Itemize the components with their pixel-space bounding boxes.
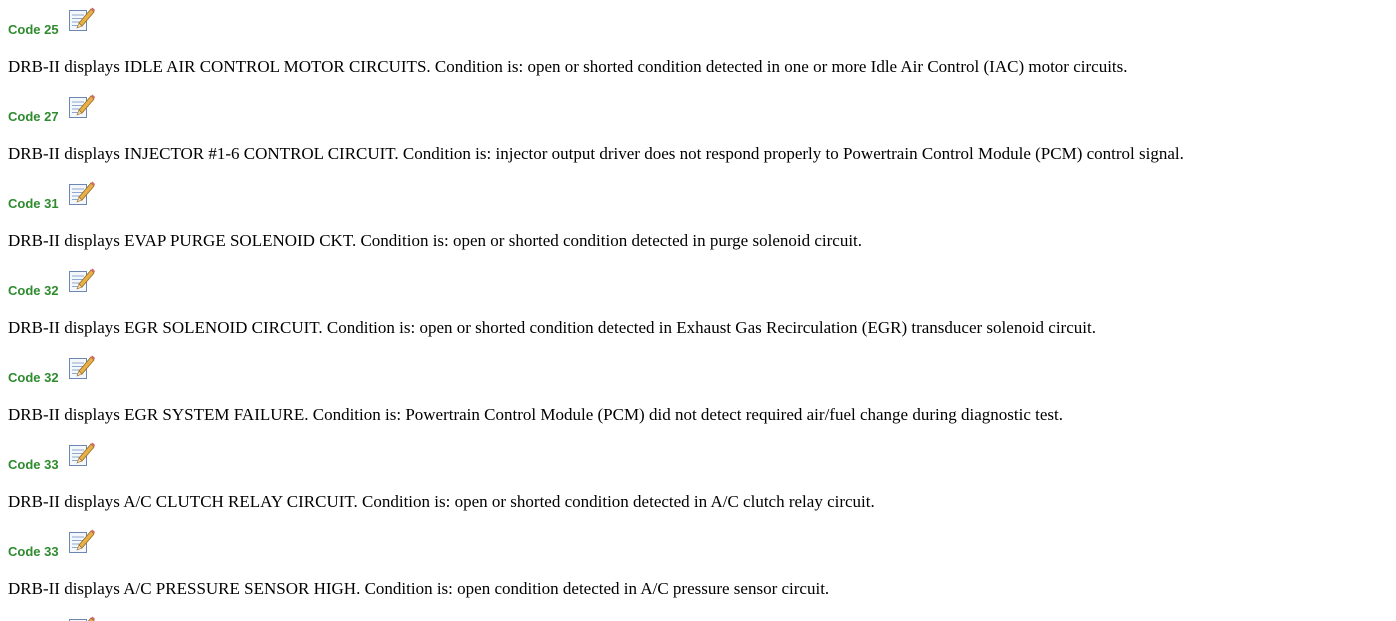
- code-entry: [8, 354, 1388, 441]
- code-entry: [8, 441, 1388, 528]
- code-label[interactable]: Code 33: [8, 457, 59, 472]
- code-label[interactable]: Code 32: [8, 370, 59, 385]
- edit-pencil-icon[interactable]: [67, 441, 95, 467]
- code-label[interactable]: Code 31: [8, 196, 59, 211]
- code-description: DRB-II displays INJECTOR #1-6 CONTROL CIRCUIT. Condition is: injector output driver does not respond properly to Powertrain Control Module (PCM) control signal.: [8, 144, 1184, 163]
- code-label[interactable]: Code 27: [8, 109, 59, 124]
- edit-pencil-icon[interactable]: [67, 354, 95, 380]
- code-entry: [8, 267, 1388, 354]
- code-description: DRB-II displays EVAP PURGE SOLENOID CKT. Condition is: open or shorted condition detected in purge solenoid circuit.: [8, 231, 863, 250]
- code-entry: [8, 180, 1388, 267]
- edit-pencil-icon[interactable]: [67, 267, 95, 293]
- code-label[interactable]: Code 32: [8, 283, 59, 298]
- code-entry-partial: [8, 615, 1388, 621]
- code-entry: [8, 6, 1388, 93]
- code-description: DRB-II displays A/C CLUTCH RELAY CIRCUIT. Condition is: open or shorted condition detected in A/C clutch relay circuit.: [8, 492, 875, 511]
- code-description: DRB-II displays EGR SYSTEM FAILURE. Condition is: Powertrain Control Module (PCM) did not detect required air/fuel change during diagnostic test.: [8, 405, 1063, 424]
- code-entry: [8, 93, 1388, 180]
- code-description: DRB-II displays IDLE AIR CONTROL MOTOR CIRCUITS. Condition is: open or shorted condition detected in one or more Idle Air Control (IAC) motor circuits.: [8, 57, 1128, 76]
- code-label[interactable]: Code 33: [8, 544, 59, 559]
- code-description: DRB-II displays EGR SOLENOID CIRCUIT. Condition is: open or shorted condition detected in Exhaust Gas Recirculation (EGR) transducer solenoid circuit.: [8, 318, 1096, 337]
- edit-pencil-icon[interactable]: [67, 528, 95, 554]
- edit-pencil-icon[interactable]: [67, 180, 95, 206]
- code-label[interactable]: Code 25: [8, 22, 59, 37]
- code-entry: [8, 528, 1388, 615]
- edit-pencil-icon[interactable]: [67, 615, 95, 621]
- code-description: DRB-II displays A/C PRESSURE SENSOR HIGH. Condition is: open condition detected in A/C pressure sensor circuit.: [8, 579, 830, 598]
- edit-pencil-icon[interactable]: [67, 6, 95, 32]
- edit-pencil-icon[interactable]: [67, 93, 95, 119]
